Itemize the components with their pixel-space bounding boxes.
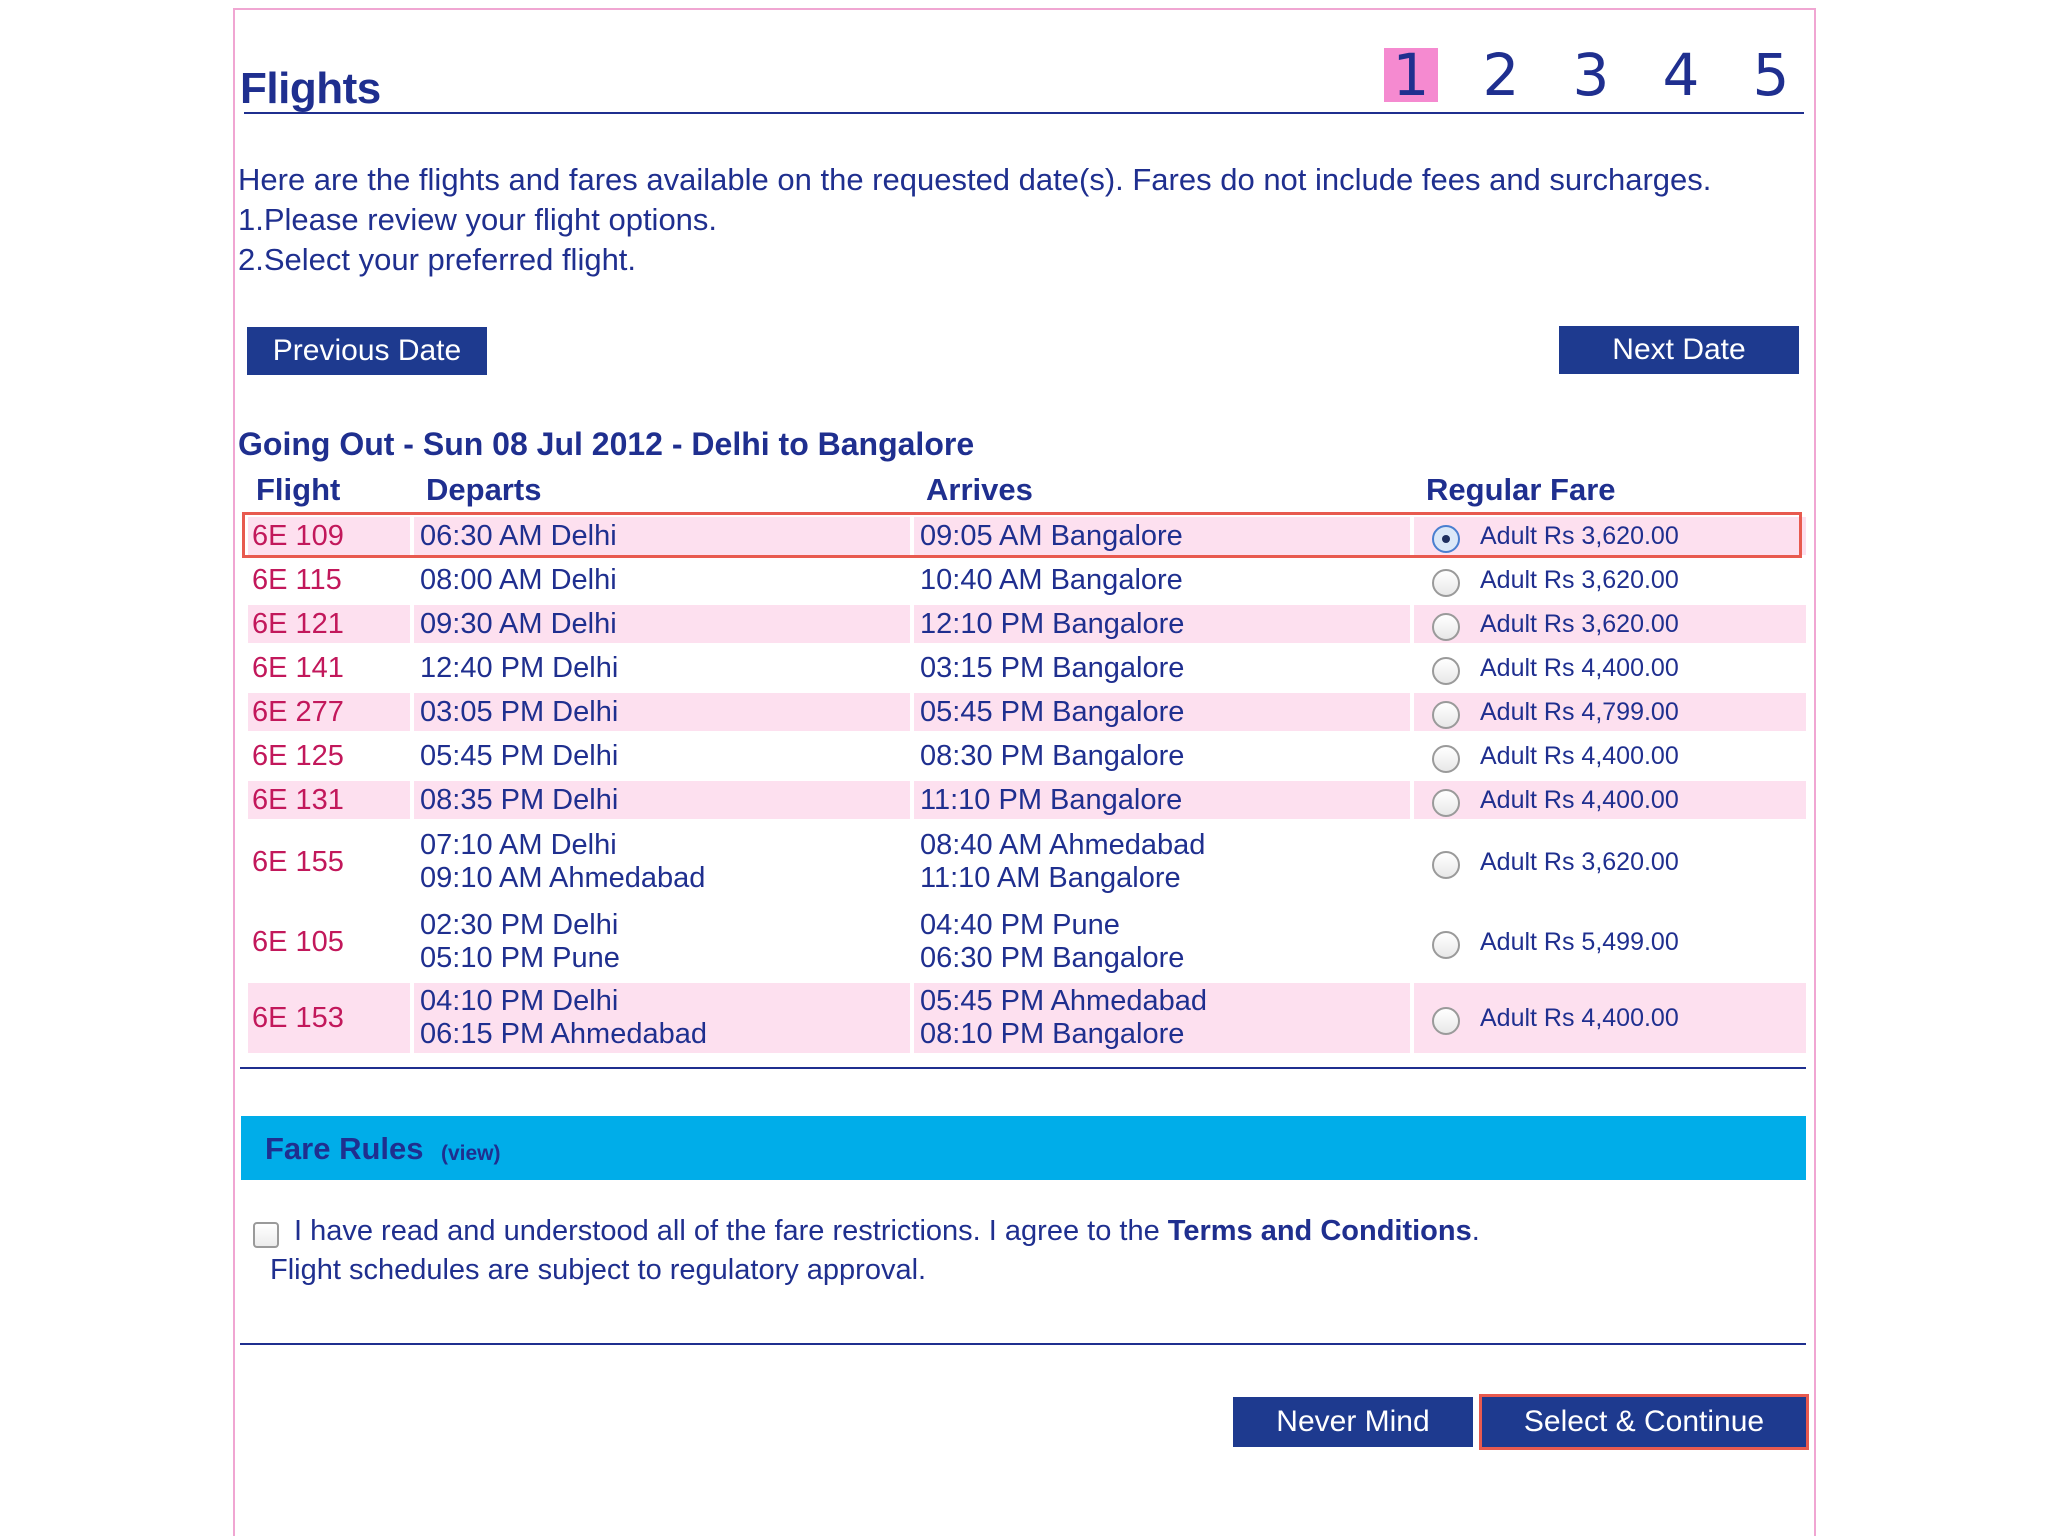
arrives-cell [914, 905, 1410, 979]
arrives-text: 03:15 PM Bangalore [920, 651, 1185, 684]
fare-cell [1414, 693, 1806, 731]
departs-text: 08:00 AM Delhi [420, 563, 617, 596]
fare-radio[interactable] [1432, 613, 1460, 641]
fare-text: Adult Rs 3,620.00 [1480, 609, 1679, 638]
departs-text: 04:10 PM Delhi [420, 985, 619, 1017]
fare-radio[interactable] [1432, 657, 1460, 685]
fare-cell [1414, 561, 1806, 599]
next-date-button[interactable]: Next Date [1559, 326, 1799, 374]
fare-cell [1414, 605, 1806, 643]
arrives-text: 11:10 AM Bangalore [920, 862, 1181, 894]
flight-row[interactable] [248, 825, 1806, 899]
arrives-text: 12:10 PM Bangalore [920, 607, 1185, 640]
departs-text: 06:15 PM Ahmedabad [420, 1018, 707, 1050]
fare-cell [1414, 825, 1806, 899]
arrives-text: 05:45 PM Bangalore [920, 695, 1185, 728]
departs-text: 09:10 AM Ahmedabad [420, 862, 706, 894]
flight-number-text: 6E 121 [252, 607, 344, 640]
fare-text: Adult Rs 4,400.00 [1480, 653, 1679, 682]
fare-text: Adult Rs 4,400.00 [1480, 1003, 1679, 1032]
step-4: 4 [1662, 41, 1700, 109]
fare-text: Adult Rs 3,620.00 [1480, 521, 1679, 550]
fare-cell [1414, 737, 1806, 775]
flight-row[interactable] [248, 737, 1806, 775]
fare-radio[interactable] [1432, 851, 1460, 879]
fare-radio[interactable] [1432, 745, 1460, 773]
departs-text: 02:30 PM Delhi [420, 909, 619, 941]
fare-text: Adult Rs 4,799.00 [1480, 697, 1679, 726]
departs-text: 09:30 AM Delhi [420, 607, 617, 640]
arrives-cell [914, 605, 1410, 643]
flight-row[interactable] [248, 983, 1806, 1053]
departs-text: 12:40 PM Delhi [420, 651, 619, 684]
flight-number-text: 6E 155 [252, 845, 344, 878]
flight-number-text: 6E 153 [252, 1001, 344, 1034]
arrives-cell [914, 983, 1410, 1053]
fare-text: Adult Rs 5,499.00 [1480, 927, 1679, 956]
flight-number-text: 6E 105 [252, 925, 344, 958]
journey-heading: Going Out - Sun 08 Jul 2012 - Delhi to Bangalore [238, 426, 975, 462]
flight-row[interactable] [248, 649, 1806, 687]
departs-text: 05:45 PM Delhi [420, 739, 619, 772]
title-divider [244, 112, 1804, 114]
departs-cell [414, 983, 910, 1053]
column-header-departs: Departs [426, 472, 542, 507]
column-header-fare: Regular Fare [1426, 472, 1616, 507]
fare-text: Adult Rs 3,620.00 [1480, 847, 1679, 876]
column-header-flight: Flight [256, 472, 341, 507]
intro-line-2: 1.Please review your flight options. [238, 202, 718, 237]
flight-number [248, 605, 410, 643]
departs-cell [414, 649, 910, 687]
step-1: 1 [1384, 48, 1438, 102]
never-mind-button[interactable]: Never Mind [1233, 1397, 1473, 1447]
flight-row[interactable] [248, 905, 1806, 979]
flight-number [248, 983, 410, 1053]
flight-number-text: 6E 141 [252, 651, 344, 684]
intro-line-1: Here are the flights and fares available on the requested date(s). Fares do not include fees and surcharges. [238, 162, 1712, 197]
flight-number [248, 737, 410, 775]
flight-number [248, 693, 410, 731]
fare-cell [1414, 517, 1806, 555]
arrives-cell [914, 737, 1410, 775]
flight-number [248, 825, 410, 899]
arrives-cell [914, 517, 1410, 555]
schedule-note: Flight schedules are subject to regulatory approval. [270, 1254, 927, 1286]
intro-line-3: 2.Select your preferred flight. [238, 242, 637, 277]
departs-cell [414, 517, 910, 555]
agreement-text-before: I have read and understood all of the fare restrictions. I agree to the [294, 1215, 1160, 1247]
fare-radio[interactable] [1432, 789, 1460, 817]
arrives-text: 05:45 PM Ahmedabad [920, 985, 1207, 1017]
flight-number-text: 6E 115 [252, 563, 342, 596]
fare-radio[interactable] [1432, 569, 1460, 597]
step-indicator [1384, 41, 1834, 109]
departs-cell [414, 825, 910, 899]
intro-text [238, 160, 1711, 280]
arrives-text: 10:40 AM Bangalore [920, 563, 1183, 596]
arrives-cell [914, 781, 1410, 819]
column-header-arrives: Arrives [926, 472, 1033, 507]
departs-text: 03:05 PM Delhi [420, 695, 619, 728]
flight-number [248, 905, 410, 979]
fare-rules-view-link[interactable]: (view) [441, 1142, 501, 1165]
terms-link[interactable]: Terms and Conditions [1167, 1215, 1472, 1247]
select-continue-button[interactable]: Select & Continue [1479, 1394, 1809, 1450]
departs-text: 08:35 PM Delhi [420, 783, 619, 816]
flight-number-text: 6E 131 [252, 783, 344, 816]
fare-radio[interactable] [1432, 525, 1460, 553]
step-3: 3 [1572, 41, 1610, 109]
fare-cell [1414, 649, 1806, 687]
flight-row[interactable] [248, 693, 1806, 731]
flight-number [248, 561, 410, 599]
fare-radio[interactable] [1432, 701, 1460, 729]
flight-row[interactable] [248, 517, 1806, 555]
flight-number-text: 6E 125 [252, 739, 344, 772]
flight-number [248, 649, 410, 687]
departs-cell [414, 905, 910, 979]
flight-row[interactable] [248, 605, 1806, 643]
arrives-cell [914, 649, 1410, 687]
arrives-text: 09:05 AM Bangalore [920, 519, 1183, 552]
arrives-cell [914, 825, 1410, 899]
departs-text: 06:30 AM Delhi [420, 519, 617, 552]
fare-text: Adult Rs 3,620.00 [1480, 565, 1679, 594]
fare-rules-bar [241, 1116, 1806, 1180]
fare-text: Adult Rs 4,400.00 [1480, 741, 1679, 770]
fare-cell [1414, 983, 1806, 1053]
fare-radio[interactable] [1432, 1007, 1460, 1035]
flight-number-text: 6E 109 [252, 519, 344, 552]
page-title: Flights [240, 64, 381, 113]
previous-date-button[interactable]: Previous Date [247, 327, 487, 375]
arrives-text: 08:40 AM Ahmedabad [920, 829, 1206, 861]
departs-cell [414, 781, 910, 819]
flight-number [248, 517, 410, 555]
arrives-text: 11:10 PM Bangalore [920, 783, 1183, 816]
arrives-text: 08:10 PM Bangalore [920, 1018, 1185, 1050]
step-5: 5 [1752, 41, 1790, 109]
departs-text: 07:10 AM Delhi [420, 829, 617, 861]
fare-cell [1414, 905, 1806, 979]
flight-row[interactable] [248, 781, 1806, 819]
table-divider [240, 1067, 1806, 1069]
departs-cell [414, 737, 910, 775]
agreement-text-after: . [1471, 1215, 1480, 1247]
flight-row[interactable] [248, 561, 1806, 599]
arrives-cell [914, 561, 1410, 599]
departs-cell [414, 561, 910, 599]
step-2: 2 [1482, 41, 1520, 109]
agreement-text [294, 1215, 1480, 1248]
fare-text: Adult Rs 4,400.00 [1480, 785, 1679, 814]
arrives-text: 06:30 PM Bangalore [920, 942, 1185, 974]
arrives-text: 08:30 PM Bangalore [920, 739, 1185, 772]
fare-cell [1414, 781, 1806, 819]
footer-divider [240, 1343, 1806, 1345]
departs-cell [414, 693, 910, 731]
agree-checkbox[interactable] [253, 1222, 279, 1248]
flight-number [248, 781, 410, 819]
fare-rules-title: Fare Rules [265, 1131, 424, 1166]
departs-text: 05:10 PM Pune [420, 942, 620, 974]
fare-radio[interactable] [1432, 931, 1460, 959]
flight-number-text: 6E 277 [252, 695, 344, 728]
arrives-cell [914, 693, 1410, 731]
arrives-text: 04:40 PM Pune [920, 909, 1120, 941]
departs-cell [414, 605, 910, 643]
